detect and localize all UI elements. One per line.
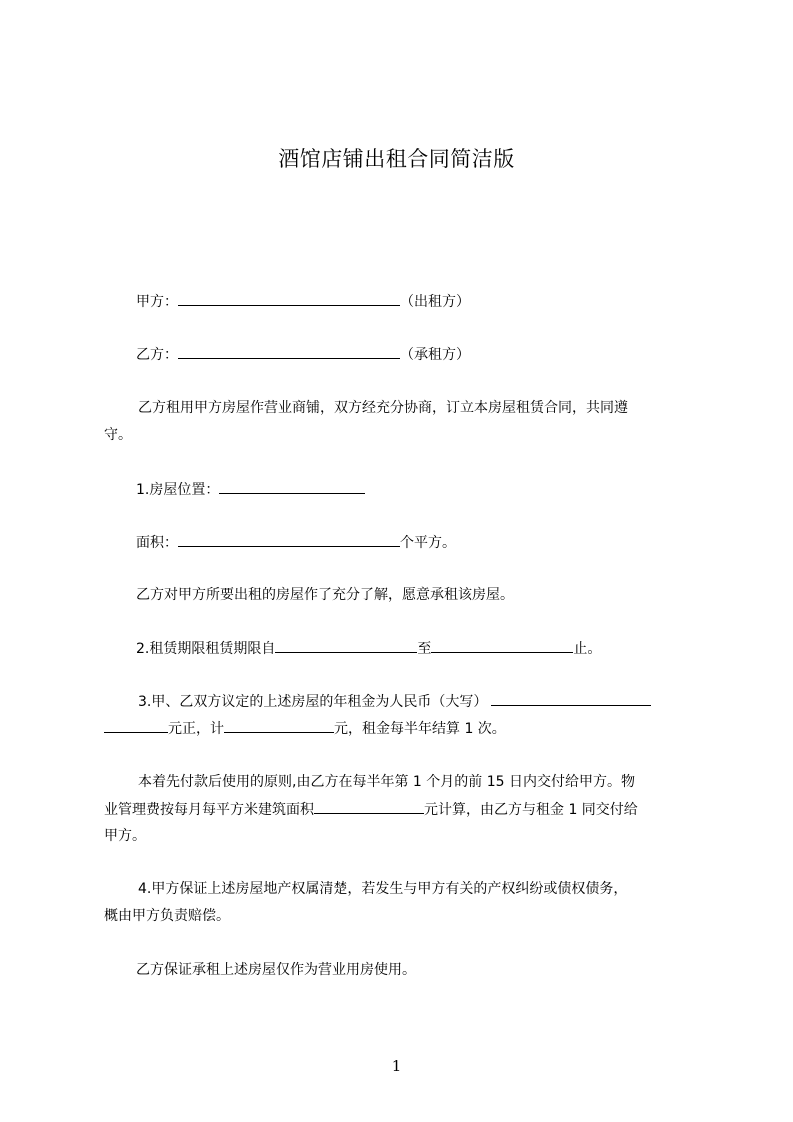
payment-line-1: 本着先付款后使用的原则,由乙方在每半年第 1 个月的前 15 日内交付给甲方。物 — [138, 774, 635, 790]
payment-line-2 — [104, 799, 638, 820]
clause3-line-2 — [104, 718, 506, 739]
document-title: 酒馆店铺出租合同简洁版 — [278, 147, 515, 171]
clause3-line-1 — [138, 691, 651, 712]
area-blank — [178, 532, 400, 547]
clause3-text: 3.甲、乙双方议定的上述房屋的年租金为人民币（大写） — [138, 694, 488, 710]
payment-line-2b: 元计算，由乙方与租金 1 同交付给 — [424, 802, 638, 818]
clause3-yuan-rest: 元，租金每半年结算 1 次。 — [334, 721, 506, 737]
rent-amount-blank — [224, 718, 334, 733]
understanding-line: 乙方对甲方所要出租的房屋作了充分了解，愿意承租该房屋。 — [136, 587, 514, 603]
usage-line: 乙方保证承租上述房屋仅作为营业用房使用。 — [136, 962, 416, 978]
clause2-text: 2.租赁期限租赁期限自 — [136, 641, 276, 657]
intro-line-1: 乙方租用甲方房屋作营业商铺，双方经充分协商，订立本房屋租赁合同，共同遵 — [138, 400, 628, 416]
area-suffix: 个平方。 — [400, 535, 456, 551]
party-b-blank — [178, 344, 400, 359]
term-start-blank — [275, 638, 417, 653]
clause4-line-1: 4.甲方保证上述房屋地产权属清楚，若发生与甲方有关的产权纠纷或债权债务， — [138, 881, 628, 897]
party-a-line — [136, 291, 470, 312]
party-a-suffix: （出租方） — [400, 294, 470, 310]
party-a-label: 甲方： — [136, 294, 178, 310]
clause2-end: 止。 — [573, 641, 602, 657]
clause1-location-line — [136, 479, 365, 500]
location-blank — [219, 479, 365, 494]
payment-line-2a: 业管理费按每月每平方米建筑面积 — [104, 802, 314, 818]
intro-line-2: 守。 — [104, 427, 132, 443]
term-end-blank — [431, 638, 573, 653]
rent-words-blank — [491, 691, 651, 706]
party-b-line — [136, 344, 470, 365]
clause2-line — [136, 638, 601, 659]
payment-line-3: 甲方。 — [104, 828, 146, 844]
clause4-line-2: 概由甲方负责赔偿。 — [104, 908, 230, 924]
fee-blank — [314, 799, 424, 814]
area-label: 面积： — [136, 535, 178, 551]
party-b-suffix: （承租方） — [400, 347, 470, 363]
clause2-to: 至 — [417, 641, 432, 657]
clause3-yuan-zheng: 元正，计 — [168, 721, 224, 737]
party-b-label: 乙方： — [136, 347, 178, 363]
clause1-location-label: 1.房屋位置： — [136, 482, 220, 498]
clause1-area-line — [136, 532, 456, 553]
party-a-blank — [178, 291, 400, 306]
rent-words-blank-cont — [104, 718, 168, 733]
page-number: 1 — [391, 1057, 402, 1075]
